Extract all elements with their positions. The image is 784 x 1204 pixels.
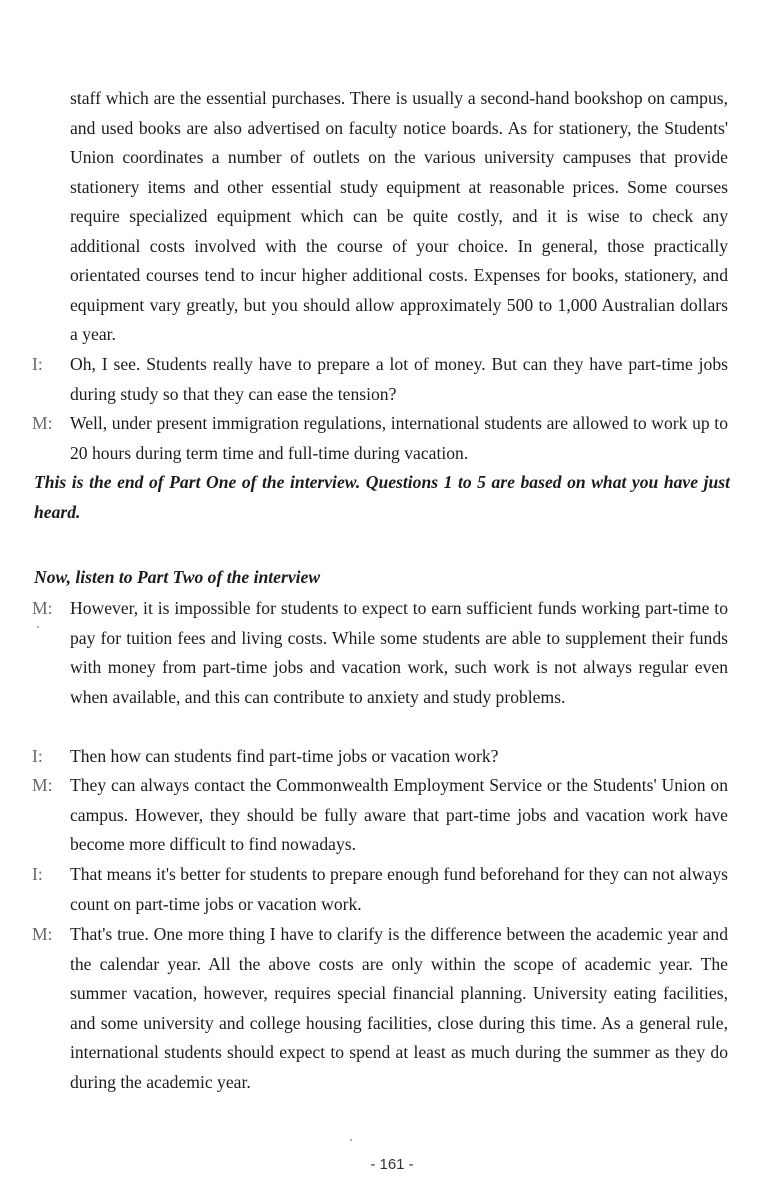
dialogue-text: Oh, I see. Students really have to prepare a lot of money. But can they have part-time jobs during study so that they can ease the tension? (70, 354, 728, 404)
part-two-heading: Now, listen to Part Two of the interview (34, 567, 321, 587)
speaker-label: M: (32, 598, 53, 618)
speaker-label: I: (32, 864, 43, 884)
dialogue-text: However, it is impossible for students to expect to earn sufficient funds working part-time to pay for tuition fees and living costs. While some students are able to supplement their funds with money from part-time jobs and vacation work, such work is not always regular even when available, and this can contribute to anxiety and study problems. (70, 598, 728, 707)
print-speck (37, 626, 39, 628)
speaker-label: I: (32, 746, 43, 766)
page-number: - 161 - (370, 1156, 414, 1173)
dialogue-text: Then how can students find part-time jobs or vacation work? (70, 746, 499, 766)
dialogue-text: They can always contact the Commonwealth Employment Service or the Students' Union on campus. However, they should be fully aware that part-time jobs and vacation work have become more difficult to find nowadays. (70, 775, 728, 854)
dialogue-text: That means it's better for students to prepare enough fund beforehand for they can not always count on part-time jobs or vacation work. (70, 864, 728, 914)
dialogue-text: Well, under present immigration regulations, international students are allowed to work up to 20 hours during term time and full-time during vacation. (70, 413, 728, 463)
speaker-label: M: (32, 775, 53, 795)
part-one-end-note: This is the end of Part One of the interview. Questions 1 to 5 are based on what you have just heard. (34, 472, 730, 522)
speaker-label: I: (32, 354, 43, 374)
speaker-label: M: (32, 924, 53, 944)
print-speck (350, 1139, 352, 1141)
intro-paragraph: staff which are the essential purchases. There is usually a second-hand bookshop on campus, and used books are also advertised on faculty notice boards. As for stationery, the Students' Union coordinates a number of outlets on the various university campuses that provide stationery items and other essential study equipment at reasonable prices. Some courses require specialized equipment which can be quite costly, and it is wise to check any additional costs involved with the course of your choice. In general, those practically orientated courses tend to incur higher additional costs. Expenses for books, stationery, and equipment vary greatly, but you should allow approximately 500 to 1,000 Australian dollars a year. (70, 88, 728, 344)
dialogue-text: That's true. One more thing I have to clarify is the difference between the academic year and the calendar year. All the above costs are only within the scope of academic year. The summer vacation, however, requires special financial planning. University eating facilities, and some university and college housing facilities, close during this time. As a general rule, international students should expect to spend at least as much during the summer as they do during the academic year. (70, 924, 728, 1092)
speaker-label: M: (32, 413, 53, 433)
